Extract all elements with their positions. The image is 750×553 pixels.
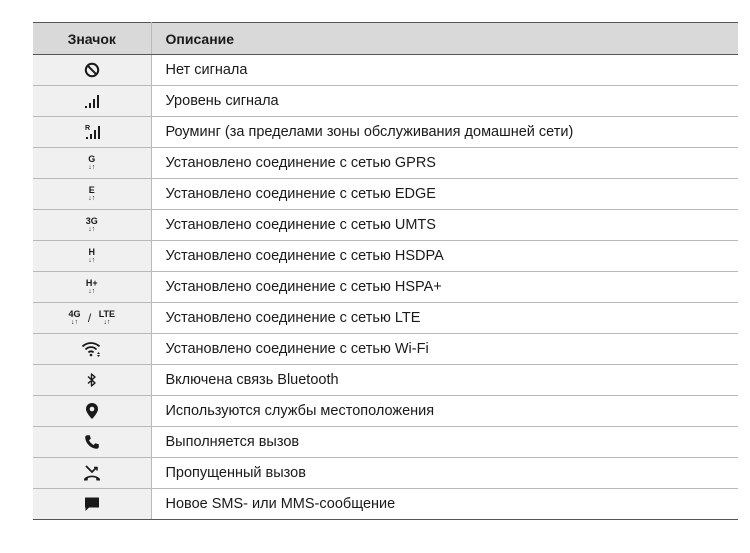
hspa-plus-icon-label: H+ [85, 277, 98, 288]
row-description: Нет сигнала [151, 55, 738, 86]
row-description: Установлено соединение с сетью EDGE [151, 179, 738, 210]
message-icon [84, 496, 100, 512]
table-row [33, 303, 738, 334]
table-row [33, 179, 738, 210]
table-row [33, 458, 738, 489]
table-row [33, 86, 738, 117]
table-row [33, 55, 738, 86]
row-description: Установлено соединение с сетью GPRS [151, 148, 738, 179]
table-row [33, 148, 738, 179]
gprs-icon: G ↓↑ [88, 153, 96, 171]
row-description: Роуминг (за пределами зоны обслуживания домашней сети) [151, 117, 738, 148]
row-description: Установлено соединение с сетью HSDPA [151, 241, 738, 272]
hspa-plus-icon: H+ ↓↑ [85, 277, 98, 295]
table-row [33, 365, 738, 396]
table-row [33, 334, 738, 365]
signal-strength-icon [84, 93, 100, 109]
edge-icon-label: E [88, 184, 95, 195]
bluetooth-icon [86, 372, 98, 388]
wifi-icon [81, 340, 103, 358]
hsdpa-icon: H ↓↑ [88, 246, 96, 264]
table-header-row [33, 23, 738, 55]
table-row [33, 210, 738, 241]
roaming-icon [83, 123, 101, 141]
table-row [33, 489, 738, 520]
table-row [33, 396, 738, 427]
row-description: Включена связь Bluetooth [151, 365, 738, 396]
row-description: Установлено соединение с сетью LTE [151, 303, 738, 334]
table-row [33, 427, 738, 458]
slash-separator: / [87, 310, 92, 325]
edge-icon: E ↓↑ [88, 184, 96, 202]
row-description: Новое SMS- или MMS-сообщение [151, 489, 738, 520]
description-column-header: Описание [151, 23, 738, 55]
no-signal-icon [84, 62, 100, 78]
lte-icon-label: LTE [98, 308, 116, 319]
missed-call-icon [83, 464, 101, 482]
row-description: Используются службы местоположения [151, 396, 738, 427]
4g-icon-label: 4G [68, 308, 81, 319]
row-description: Выполняется вызов [151, 427, 738, 458]
status-icons-table [33, 22, 738, 520]
umts-icon: 3G ↓↑ [85, 215, 98, 233]
table-row [33, 117, 738, 148]
4g-icon: 4G ↓↑ [68, 308, 81, 326]
table-row [33, 272, 738, 303]
row-description: Пропущенный вызов [151, 458, 738, 489]
row-description: Установлено соединение с сетью UMTS [151, 210, 738, 241]
row-description: Установлено соединение с сетью Wi-Fi [151, 334, 738, 365]
icon-column-header: Значок [33, 23, 151, 55]
roaming-letter: R [84, 124, 90, 132]
umts-icon-label: 3G [85, 215, 98, 226]
location-icon [85, 402, 99, 420]
gprs-icon-label: G [88, 153, 96, 164]
call-icon [84, 434, 100, 450]
row-description: Уровень сигнала [151, 86, 738, 117]
lte-icon: LTE ↓↑ [98, 308, 116, 326]
hsdpa-icon-label: H [88, 246, 95, 257]
table-row [33, 241, 738, 272]
row-description: Установлено соединение с сетью HSPA+ [151, 272, 738, 303]
